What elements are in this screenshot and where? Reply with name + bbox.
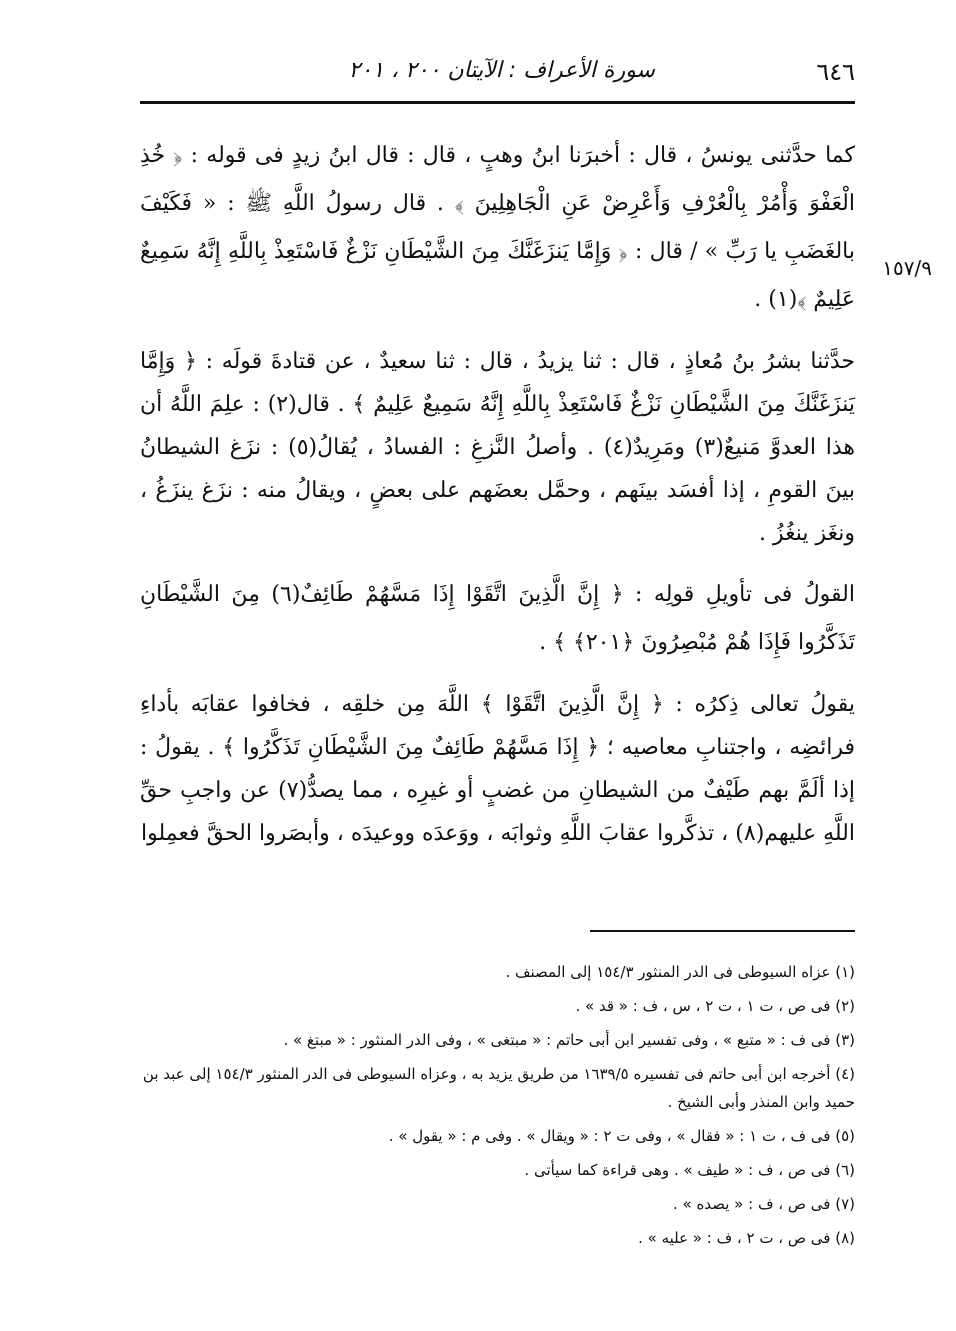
footnote-6: (٦) فى ص ، ف : « طيف » . وهى قراءة كما سيأتى . bbox=[524, 1161, 855, 1179]
main-text bbox=[140, 132, 855, 871]
paragraph-1: كما حدَّثنى يونسُ ، قال : أخبرَنا ابنُ وهبٍ ، قال : قال ابنُ زيدٍ فى قوله : ﴿ خُذِ الْعَفْوَ وَأْمُرْ بِالْعُرْفِ وَأَعْرِضْ عَنِ الْجَاهِلِينَ ﴾ . قال رسولُ اللَّهِ ﷺ : « فَكَيْفَ بالغَضَبِ يا رَبِّ » / قال : ﴿ وَإِمَّا يَنزَغَنَّكَ مِنَ الشَّيْطَانِ نَزْغٌ فَاسْتَعِذْ بِاللَّهِ إِنَّهُ سَمِيعٌ عَلِيمٌ ﴾(١) . bbox=[140, 143, 855, 312]
marginal-reference: ١٥٧/٩ bbox=[882, 256, 932, 280]
footnote-5: (٥) فى ف ، ت ١ : « فقال » ، وفى ت ٢ : « ويقال » . وفى م : « يقول » . bbox=[388, 1127, 855, 1145]
running-title: سورة الأعراف : الآيتان ٢٠٠ ، ٢٠١ bbox=[348, 58, 655, 83]
paragraph-3: القولُ فى تأويلِ قولِه : ﴿ إِنَّ الَّذِينَ اتَّقَوْا إِذَا مَسَّهُمْ طَائِفٌ(٦) مِنَ الشَّيْطَانِ تَذَكَّرُوا فَإِذَا هُمْ مُبْصِرُونَ ﴿٢٠١﴾ ﴾ . bbox=[140, 582, 855, 655]
footnotes bbox=[140, 958, 855, 1258]
footnote-7: (٧) فى ص ، ف : « يصده » . bbox=[673, 1195, 855, 1213]
paragraph-2: حدَّثنا بشرُ بنُ مُعاذٍ ، قال : ثنا يزيدُ ، قال : ثنا سعيدٌ ، عن قتادةَ قولَه : ﴿ وَإِمَّا يَنزَغَنَّكَ مِنَ الشَّيْطَانِ نَزْغٌ فَاسْتَعِذْ بِاللَّهِ إِنَّهُ سَمِيعٌ عَلِيمٌ ﴾ . قال(٢) : علِمَ اللَّهُ أن هذا العدوَّ مَنيعٌ(٣) ومَرِيدٌ(٤) . وأصلُ النَّزغِ : الفسادُ ، يُقالُ(٥) : نزَغ الشيطانُ بينَ القومِ ، إذا أفسَد بينَهم ، وحمَّل بعضَهم على بعضٍ ، ويقالُ منه : نزَغ ينزَغُ ، ونغَز ينغُزُ . bbox=[140, 349, 855, 546]
header-rule bbox=[140, 101, 855, 104]
paragraph-4: يقولُ تعالى ذِكرُه : ﴿ إِنَّ الَّذِينَ اتَّقَوْا ﴾ اللَّهَ مِن خلقِه ، فخافوا عقابَه بأداءِ فرائضِه ، واجتنابِ معاصيه ؛ ﴿ إِذَا مَسَّهُمْ طَائِفٌ مِنَ الشَّيْطَانِ تَذَكَّرُوا ﴾ . يقولُ : إذا ألَمَّ بهم طَيْفٌ من الشيطانِ من غضبٍ أو غيرِه ، مما يصدُّ(٧) عن واجبِ حقِّ اللَّهِ عليهم(٨) ، تذكَّروا عقابَ اللَّهِ وثوابَه ، ووَعدَه ووعيدَه ، وأبصَروا الحقَّ فعمِلوا bbox=[140, 692, 855, 846]
footnote-4: (٤) أخرجه ابن أبى حاتم فى تفسيره ١٦٣٩/٥ من طريق يزيد به ، وعزاه السيوطى فى الدر المنثور ١٥٤/٣ إلى عبد بن حميد وابن المنذر وأبى الشيخ . bbox=[142, 1065, 855, 1111]
page-header bbox=[140, 52, 855, 92]
page-number: ٦٤٦ bbox=[816, 58, 855, 86]
footnote-1: (١) عزاه السيوطى فى الدر المنثور ١٥٤/٣ إلى المصنف . bbox=[505, 963, 855, 981]
footnote-8: (٨) فى ص ، ت ٢ ، ف : « عليه » . bbox=[638, 1229, 855, 1247]
footnote-2: (٢) فى ص ، ت ١ ، ت ٢ ، س ، ف : « قد » . bbox=[575, 997, 855, 1015]
footnote-3: (٣) فى ف : « متبع » ، وفى تفسير ابن أبى حاتم : « مبتغى » ، وفى الدر المنثور : « مبتغ » . bbox=[283, 1031, 855, 1049]
footnote-rule bbox=[590, 930, 855, 932]
